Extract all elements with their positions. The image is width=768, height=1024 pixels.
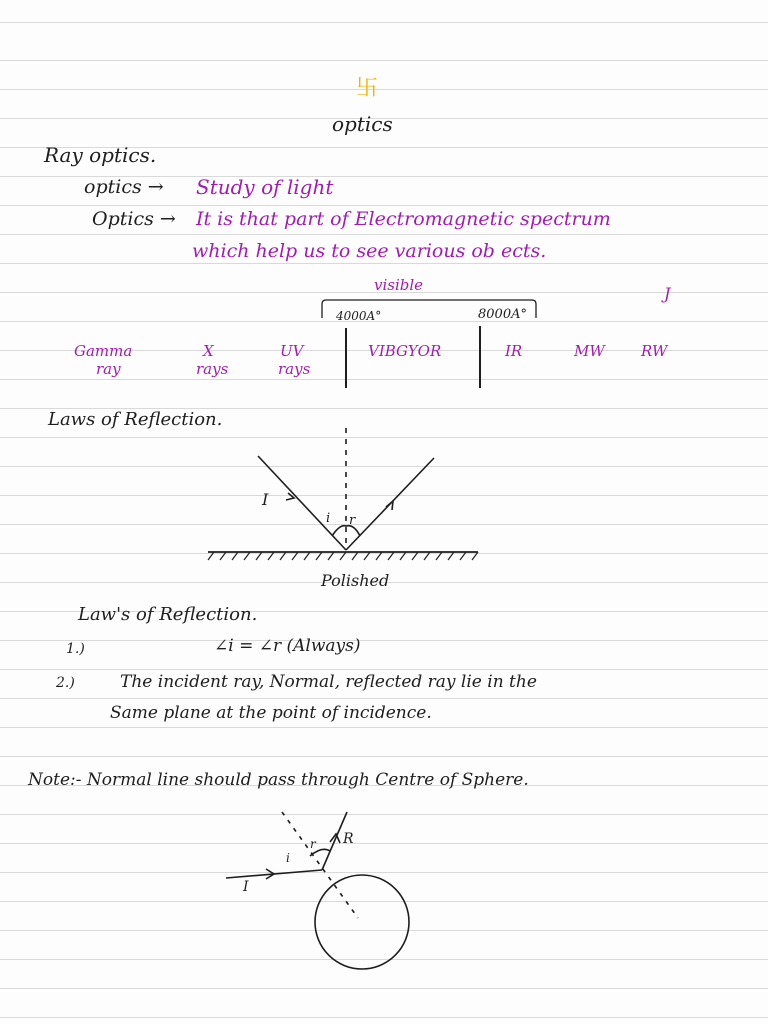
band-uv-sub: rays — [278, 360, 311, 378]
law-2-number: 2.) — [56, 675, 75, 691]
note-incident-label: I — [243, 879, 249, 895]
law-2-text: The incident ray, Normal, reflected ray lie in the — [120, 672, 537, 692]
band-x: X — [203, 342, 214, 360]
swastika-symbol: 卐 — [356, 76, 379, 101]
incident-ray-label: I — [262, 490, 269, 509]
band-gamma: Gamma — [74, 342, 133, 360]
page-title: optics — [332, 112, 393, 136]
optics-term-1: optics → — [84, 176, 164, 198]
band-gamma-sub: ray — [96, 360, 121, 378]
law-1-text: ∠i = ∠r (Always) — [214, 636, 361, 656]
spectrum-dividers — [346, 326, 480, 388]
angle-r-label: r — [349, 513, 356, 528]
angle-i-label: i — [326, 511, 331, 526]
sphere-reflected-ray — [322, 812, 347, 870]
band-x-sub: rays — [196, 360, 229, 378]
sphere — [315, 875, 409, 969]
law-2-text-continued: Same plane at the point of incidence. — [110, 703, 432, 723]
wavelength-start: 4000A° — [336, 309, 382, 323]
stray-mark: J — [664, 284, 671, 303]
optics-definition-2: It is that part of Electromagnetic spectrum — [196, 208, 611, 230]
reflection-diagram-lines — [208, 428, 478, 560]
visible-label: visible — [374, 276, 424, 294]
section-heading-ray-optics: Ray optics. — [44, 143, 157, 167]
note-text: Note:- Normal line should pass through Centre of Sphere. — [28, 770, 529, 790]
optics-term-2: Optics → — [92, 208, 176, 230]
note-angle-r-label: r — [310, 837, 316, 851]
polished-label: Polished — [321, 571, 390, 590]
note-angle-i-label: i — [286, 851, 290, 865]
wavelength-end: 8000A° — [478, 307, 527, 322]
optics-definition-1: Study of light — [196, 175, 334, 199]
note-reflected-label: R — [343, 831, 354, 847]
band-rw: RW — [641, 342, 668, 360]
section-heading-laws-diagram: Laws of Reflection. — [48, 409, 223, 430]
surface-hatching — [208, 552, 478, 560]
sphere-diagram-lines — [226, 812, 409, 969]
band-ir: IR — [505, 342, 523, 360]
optics-definition-3: which help us to see various ob ects. — [192, 240, 547, 262]
visible-range-brace — [322, 300, 536, 318]
band-vibgyor: VIBGYOR — [368, 342, 442, 360]
band-uv: UV — [280, 342, 304, 360]
section-heading-laws: Law's of Reflection. — [78, 604, 258, 625]
band-mw: MW — [574, 342, 605, 360]
law-1-number: 1.) — [66, 641, 85, 657]
